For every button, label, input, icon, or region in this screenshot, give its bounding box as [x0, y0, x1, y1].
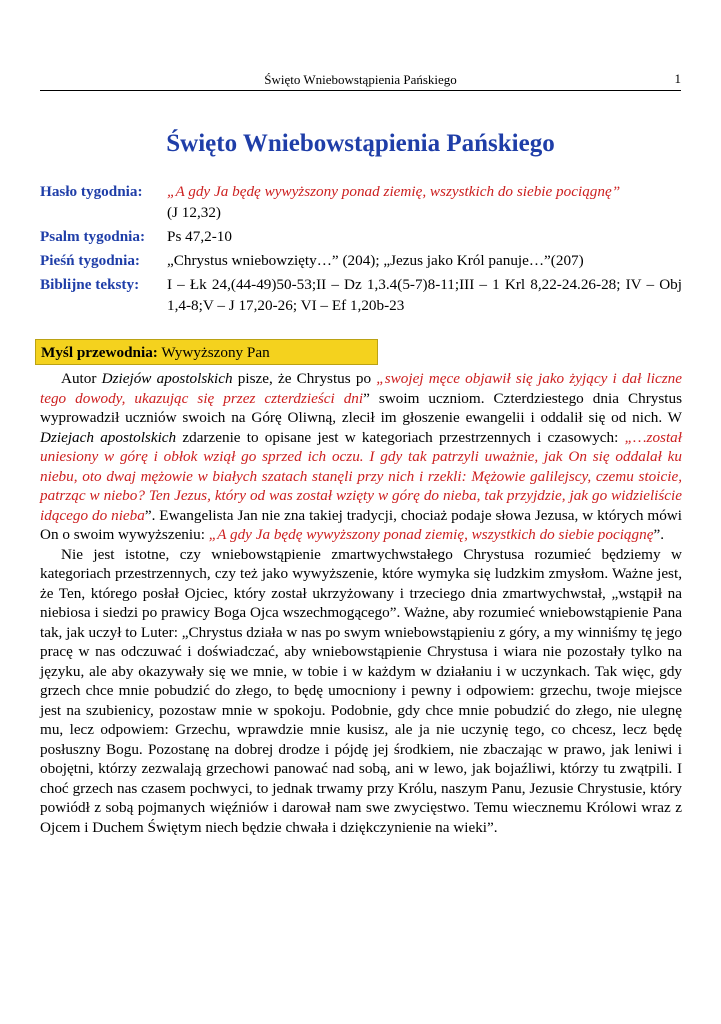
p1-s9: ”. Ewangelista Jan nie zna takiej tradycji, chociaż podaje słowa Jezusa, w których mówi On o swoim wywyższeniu: — [40, 506, 682, 543]
header-title: Święto Wniebowstąpienia Pańskiego — [264, 72, 457, 87]
haslo-value — [167, 181, 682, 223]
p1-s3: pisze, że Chrystus po — [232, 370, 377, 387]
psalm-row — [40, 226, 682, 247]
paragraph-1 — [40, 369, 682, 545]
haslo-label: Hasło tygodnia: — [40, 183, 143, 200]
piesn-label: Pieśń tygodnia: — [40, 252, 140, 269]
haslo-ref: (J 12,32) — [167, 204, 221, 221]
running-header — [40, 72, 681, 91]
p1-s2: Dziejów apostolskich — [101, 370, 233, 387]
body-text — [40, 369, 682, 837]
mysl-box — [35, 339, 378, 365]
psalm-label: Psalm tygodnia: — [40, 228, 146, 245]
haslo-row — [40, 181, 682, 223]
paragraph-2: Nie jest istotne, czy wniebowstąpienie zmartwychwstałego Chrystusa rozumieć będziemy w kategoriach przestrzennych, czy też jako wywyższenie, które wymyka się ludzkim zmysłom. Ważne jest, że Ten, którego posłał Ojciec, który został ukrzyżowany i trzeciego dnia zmartwychwstał, „wstąpił na niebiosa i siedzi po prawicy Boga Ojca wszechmogącego”. Ważne, aby rozumieć wniebowstąpienie Pana tak, jak uczył to Luter: „Chrystus działa w nas po swym wniebowstąpieniu z góry, a my winniśmy tę jego pracę w nas odczuwać i doświadczać, aby wniebowstąpienie Chrystusa i wiara nie pozostały tylko na języku, ale aby okazywały się we mnie, w tobie i w każdym w działaniu i w uczynkach. Tak więc, gdy grzech chce mnie pobudzić do złego, to będę umocniony i pewny i odpowiem: grzechu, twoje miejsce jest na szubienicy, pozostaw mnie w spokoju. Podobnie, gdy chce mnie pobudzić do złego, nie ulegnę mu, lecz odpowiem: Grzechu, wprawdzie mnie kusisz, ale ja nie uczynię tego, co chcesz, lecz będę posłuszny Bogu. Pozostanę na dobrej drodze i pójdę jej środkiem, nie zbaczając w prawo, jak leniwi i obojętni, którzy zezwalają grzechowi panować nad sobą, ani w lewo, jak bojaźliwi, którzy tu zwątpili. I choć grzech nas czasem pochwyci, to jednak trwamy przy Królu, naszym Panu, Jezusie Chrystusie, który powiódł z sobą pojmanych więźniów i darował nam swe zwycięstwo. Temu wiecznemu Królowi wraz z Ojcem i Duchem Świętym niech będzie chwała i dziękczynienie na wieki”. — [40, 545, 682, 836]
psalm-value: Ps 47,2-10 — [167, 228, 232, 245]
haslo-quote: „A gdy Ja będę wywyższony ponad ziemię, wszystkich do siebie pociągnę” — [167, 183, 621, 200]
p1-s7: zdarzenie to opisane jest w kategoriach przestrzennych i czasowych: — [176, 428, 625, 446]
p1-s11: ”. — [653, 526, 664, 543]
p1-s5: ” swoim uczniom. Czterdziestego dnia Chrystus wyprowadził uczniów swoich na Górę Oliwną, zlecił im głoszenie ewangelii i oddalił się od nich. W — [40, 389, 682, 426]
info-block — [40, 181, 682, 319]
mysl-value: Wywyższony Pan — [157, 344, 270, 361]
teksty-label: Biblijne teksty: — [40, 276, 140, 293]
teksty-row — [40, 274, 682, 316]
piesn-row — [40, 250, 682, 271]
teksty-value: I – Łk 24,(44-49)50-53;II – Dz 1,3.4(5-7)8-11;III – 1 Krl 8,22-24.26-28; IV – Obj 1,4-8;V – J 17,20-26; VI – Ef 1,20b-23 — [167, 276, 682, 314]
p1-s8: „…został uniesiony w górę i obłok wziął go sprzed ich oczu. I gdy tak patrzyli uważnie, jak On się oddalał ku niebu, oto dwaj mężowie w białych szatach stanęli przy nich i rzekli: Mężowie galilejscy, czemu stoicie, patrząc w niebo? Ten Jezus, który od was został wzięty w górę do nieba, tak przyjdzie, jak go widzieliście idącego do nieba — [40, 428, 682, 524]
p1-s1: Autor — [61, 370, 102, 387]
p1-s6: Dziejach apostolskich — [40, 428, 177, 446]
mysl-label: Myśl przewodnia: — [41, 344, 158, 361]
page-number: 1 — [674, 71, 681, 86]
p1-s10: „A gdy Ja będę wywyższony ponad ziemię, wszystkich do siebie pociągnę — [208, 526, 654, 543]
piesn-value: „Chrystus wniebowzięty…” (204); „Jezus jako Król panuje…”(207) — [167, 252, 584, 269]
p1-s4: „swojej męce objawił się jako żyjący i dał liczne tego dowody, ukazując się przez czterdzieści dni — [40, 370, 682, 407]
document-title: Święto Wniebowstąpienia Pańskiego — [166, 130, 555, 157]
mysl-text — [41, 344, 270, 362]
